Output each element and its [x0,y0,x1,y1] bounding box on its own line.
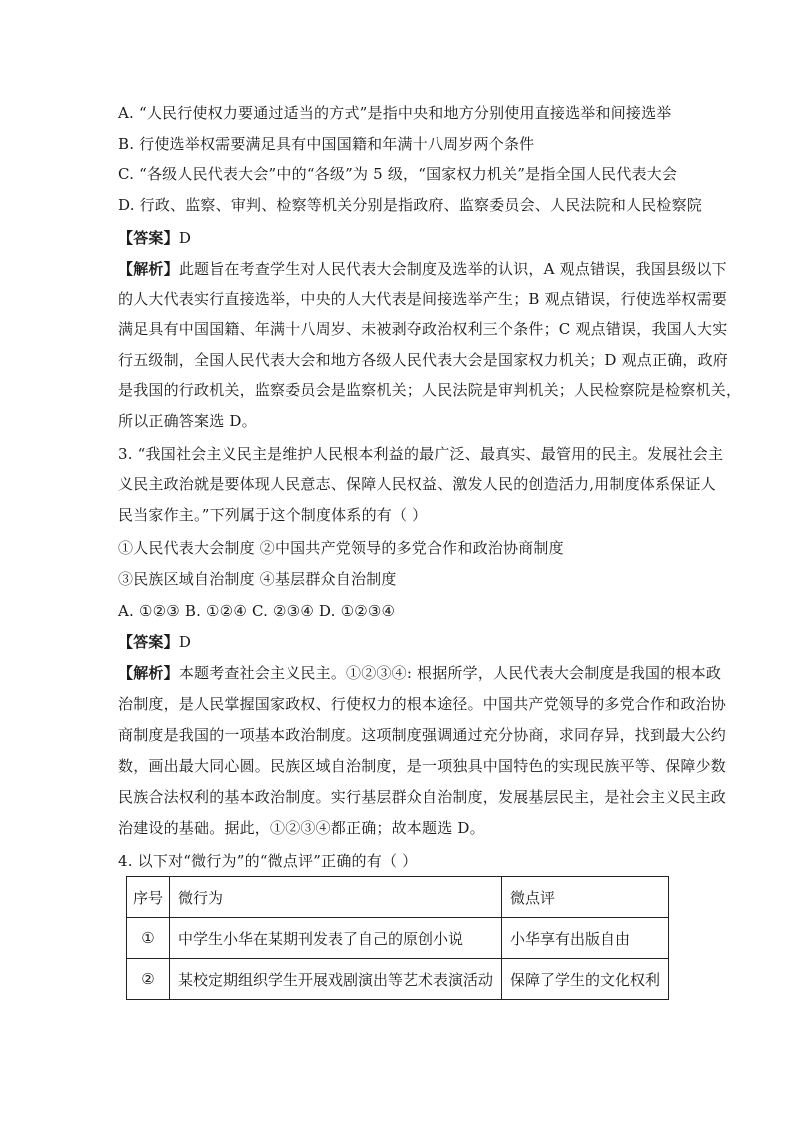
analysis-text: 此题旨在考查学生对人民代表大会制度及选举的认识，A 观点错误，我国县级以下 [178,260,727,278]
analysis-q2-line: 的人大代表实行直接选举，中央的人大代表是间接选举产生；B 观点错误，行使选举权需要 [118,290,727,308]
table-header-cell: 微点评 [502,877,669,918]
question-3-stem: 3. “我国社会主义民主是维护人民根本利益的最广泛、最真实、最管用的民主。发展社会主 [118,445,724,463]
option-c: C. “各级人民代表大会”中的“各级”为 5 级，“国家权力机关”是指全国人民代表大会 [118,165,678,183]
analysis-tag: 【解析】 [118,260,179,278]
analysis-text: 本题考查社会主义民主。①②③④: 根据所学，人民代表大会制度是我国的根本政 [178,664,722,682]
analysis-q3-line: 商制度是我国的一项基本政治制度。这项制度强调通过充分协商，求同存异，找到最大公约 [118,726,727,744]
table-row [127,918,669,959]
analysis-q3-line: 民族合法权利的基本政治制度。实行基层群众自治制度，发展基层民主，是社会主义民主政 [118,788,727,806]
analysis-tag: 【解析】 [118,664,179,682]
answer-tag: 【答案】 [118,229,179,247]
analysis-q3-line [118,663,722,683]
table-row [127,959,669,1000]
analysis-q2-line: 满足具有中国国籍、年满十八周岁、未被剥夺政治权利三个条件；C 观点错误，我国人大实 [118,320,728,338]
analysis-q3-line: 数，画出最大同心圆。民族区域自治制度，是一项独具中国特色的实现民族平等、保障少数 [118,757,727,775]
analysis-q2-line: 行五级制，全国人民代表大会和地方各级人民代表大会是国家权力机关；D 观点正确，政府 [118,351,728,369]
question-3-stem: 义民主政治就是要体现人民意志、保障人民权益、激发人民的创造活力,用制度体系保证人 [118,475,716,493]
table-cell: 某校定期组织学生开展戏剧演出等艺术表演活动 [170,959,502,1000]
analysis-q2-line: 所以正确答案选 D。 [118,412,257,430]
table-header-cell: 微行为 [170,877,502,918]
option-d: D. 行政、监察、审判、检察等机关分别是指政府、监察委员会、人民法院和人民检察院 [118,196,703,214]
answer-q3 [118,632,678,652]
analysis-q2-line: 是我国的行政机关，监察委员会是监察机关；人民法院是审判机关；人民检察院是检察机关， [118,381,742,399]
question-4-stem: 4. 以下对“微行为”的“微点评”正确的有（ ） [118,852,418,870]
question-3-stem: 民当家作主。”下列属于这个制度体系的有（ ） [118,506,428,524]
answer-value: D [178,229,192,247]
analysis-q2-line [118,259,727,279]
question-3-options: A. ①②③ B. ①②④ C. ②③④ D. ①②③④ [118,602,396,620]
table-cell: ① [127,918,170,959]
question-3-item: ①人民代表大会制度 ②中国共产党领导的多党合作和政治协商制度 [118,539,564,557]
table-cell: 小华享有出版自由 [502,918,669,959]
table-header-row [127,877,669,918]
analysis-q3-line: 治建设的基础。据此，①②③④都正确；故本题选 D。 [118,819,485,837]
table-cell: ② [127,959,170,1000]
table-cell: 保障了学生的文化权利 [502,959,669,1000]
option-b: B. 行使选举权需要满足具有中国国籍和年满十八周岁两个条件 [118,135,535,153]
question-3-item: ③民族区域自治制度 ④基层群众自治制度 [118,570,397,588]
table-header-cell: 序号 [127,877,170,918]
analysis-q3-line: 治制度，是人民掌握国家政权、行使权力的根本途径。中国共产党领导的多党合作和政治协 [118,695,727,713]
answer-tag: 【答案】 [118,633,179,651]
question-4-table [126,876,669,1000]
answer-q2 [118,228,678,248]
answer-value: D [178,633,192,651]
option-a: A. “人民行使权力要通过适当的方式”是指中央和地方分别使用直接选举和间接选举 [118,104,672,122]
table-cell: 中学生小华在某期刊发表了自己的原创小说 [170,918,502,959]
